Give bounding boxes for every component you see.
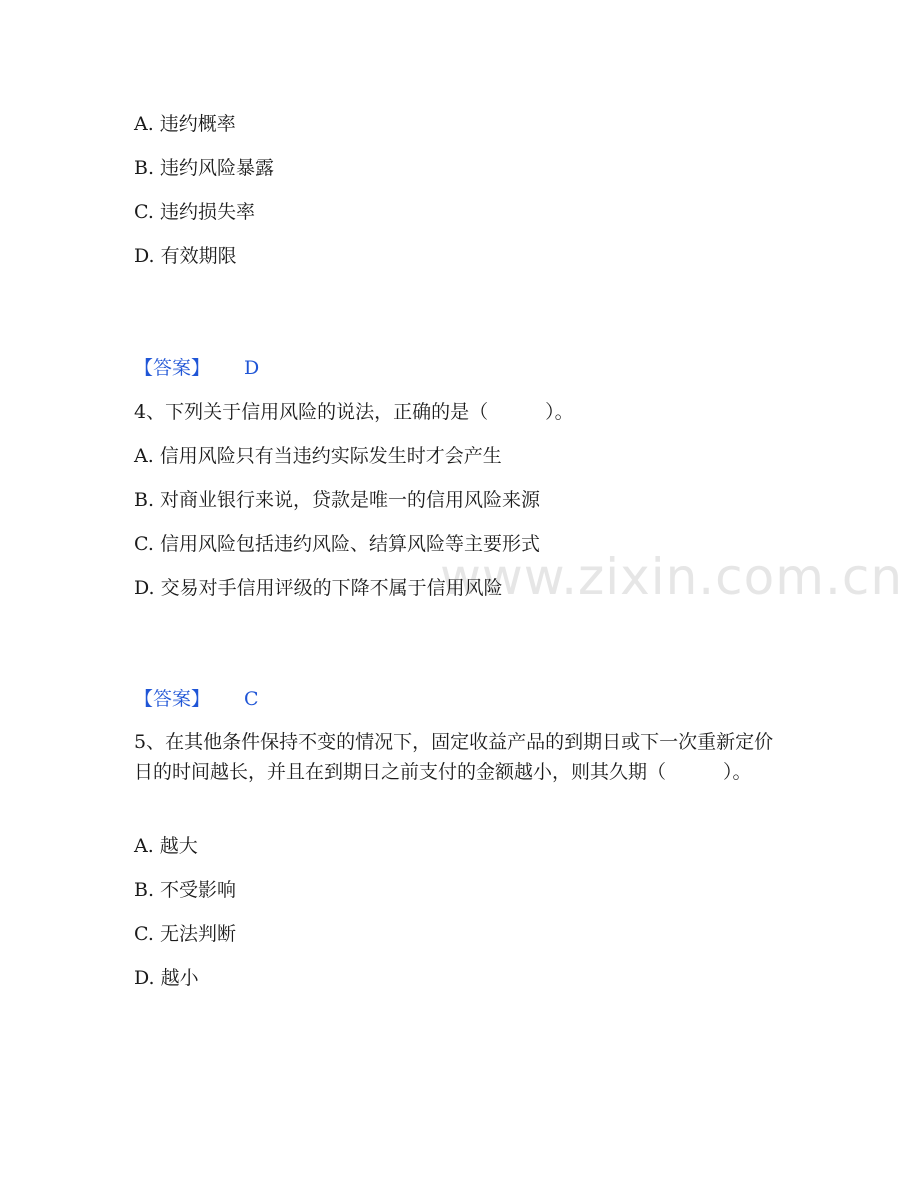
q5-option-a: A. 越大 xyxy=(134,835,198,857)
q3-option-d: D. 有效期限 xyxy=(134,245,237,267)
answer-label: 【答案】 xyxy=(134,688,211,710)
answer-value: C xyxy=(244,688,259,710)
q3-option-b: B. 违约风险暴露 xyxy=(134,157,275,179)
q4-option-b: B. 对商业银行来说，贷款是唯一的信用风险来源 xyxy=(134,489,541,511)
q5-option-c: C. 无法判断 xyxy=(134,923,236,945)
q4-stem: 4、下列关于信用风险的说法，正确的是（ ）。 xyxy=(134,401,574,423)
q5-option-b: B. 不受影响 xyxy=(134,879,237,901)
q4-option-c: C. 信用风险包括违约风险、结算风险等主要形式 xyxy=(134,533,540,555)
q3-option-a: A. 违约概率 xyxy=(134,113,236,135)
q3-option-c: C. 违约损失率 xyxy=(134,201,255,223)
answer-value: D xyxy=(244,357,260,379)
q4-option-a: A. 信用风险只有当违约实际发生时才会产生 xyxy=(134,445,502,467)
q4-answer xyxy=(134,686,259,712)
q4-option-d: D. 交易对手信用评级的下降不属于信用风险 xyxy=(134,577,503,599)
watermark-text: www.zixin.com.cn xyxy=(440,548,904,606)
q3-answer xyxy=(134,355,259,381)
q5-option-d: D. 越小 xyxy=(134,967,199,989)
answer-label: 【答案】 xyxy=(134,357,211,379)
q5-stem: 5、在其他条件保持不变的情况下，固定收益产品的到期日或下一次重新定价日的时间越长，并且在到期日之前支付的金额越小，则其久期（ ）。 xyxy=(134,731,774,783)
